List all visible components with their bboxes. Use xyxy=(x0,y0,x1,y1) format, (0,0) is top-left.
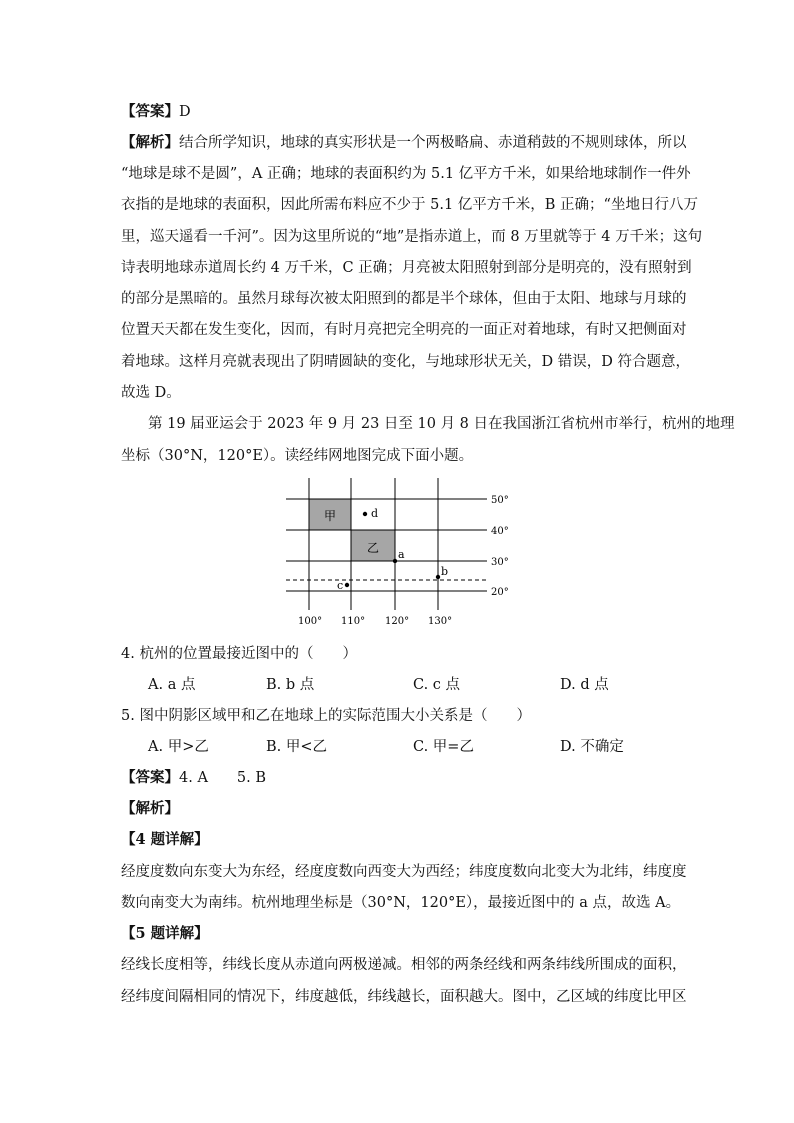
answer-tag: 【答案】 xyxy=(121,103,179,120)
q3-analysis-line-9: 故选 D。 xyxy=(121,385,181,401)
intro-line-2: 坐标（30°N，120°E）。读经纬网地图完成下面小题。 xyxy=(121,448,474,464)
analysis-heading: 【解析】 xyxy=(121,800,179,817)
detail5-tag: 【5 题详解】 xyxy=(121,925,209,942)
point-c xyxy=(345,583,349,587)
q4-stem: 4. 杭州的位置最接近图中的（ ） xyxy=(121,646,357,662)
q3-analysis-line-3: 衣指的是地球的表面积，因此所需布料应不少于 5.1 亿平方千米，B 正确；“坐地日行八万 xyxy=(121,197,698,213)
detail4-line-1: 经度度数向东变大为东经，经度度数向西变大为西经；纬度度数向北变大为北纬，纬度度 xyxy=(121,864,687,880)
point-label-d: d xyxy=(371,507,379,520)
graticule-map xyxy=(280,478,520,628)
point-label-b: b xyxy=(441,565,449,578)
answers-line xyxy=(121,768,681,788)
region-label-jia: 甲 xyxy=(324,509,337,523)
q4-option-d: D. d 点 xyxy=(560,677,609,693)
detail4-tag: 【4 题详解】 xyxy=(121,831,209,848)
detail5-line-2: 经纬度间隔相同的情况下，纬度越低，纬线越长，面积越大。图中，乙区域的纬度比甲区 xyxy=(121,989,687,1005)
lon-label-100: 100° xyxy=(298,616,323,627)
intro-line-1: 第 19 届亚运会于 2023 年 9 月 23 日至 10 月 8 日在我国浙江省杭州市举行，杭州的地理 xyxy=(148,416,735,432)
q3-analysis-line-8: 着地球。这样月亮就表现出了阴晴圆缺的变化，与地球形状无关，D 错误，D 符合题意， xyxy=(121,354,690,370)
lat-label-40: 40° xyxy=(491,526,509,537)
q4-option-c: C. c 点 xyxy=(413,677,461,693)
q5-stem: 5. 图中阴影区域甲和乙在地球上的实际范围大小关系是（ ） xyxy=(121,708,531,724)
q3-analysis-line-2: “地球是球不是圆”，A 正确；地球的表面积约为 5.1 亿平方千米，如果给地球制作一件外 xyxy=(121,166,691,182)
answer-value: D xyxy=(179,104,191,120)
lat-label-30: 30° xyxy=(491,557,509,568)
answers-tag: 【答案】 xyxy=(121,769,179,786)
lon-label-120: 120° xyxy=(385,616,410,627)
q5-option-d: D. 不确定 xyxy=(560,739,624,755)
lat-label-20: 20° xyxy=(491,587,509,598)
q3-answer-line xyxy=(121,102,681,122)
q5-option-c: C. 甲=乙 xyxy=(413,739,474,755)
point-label-c: c xyxy=(337,579,344,592)
lon-label-110: 110° xyxy=(341,616,366,627)
q3-analysis-line-4: 里，巡天遥看一千河”。因为这里所说的“地”是指赤道上，而 8 万里就等于 4 万千米；这句 xyxy=(121,229,703,245)
detail5-line-1: 经线长度相等，纬线长度从赤道向两极递减。相邻的两条经线和两条纬线所围成的面积， xyxy=(121,957,687,973)
detail4-line-2: 数向南变大为南纬。杭州地理坐标是（30°N，120°E），最接近图中的 a 点，故选 A。 xyxy=(121,895,681,911)
q5-option-b: B. 甲<乙 xyxy=(266,739,328,755)
analysis-text: 结合所学知识，地球的真实形状是一个两极略扁、赤道稍鼓的不规则球体，所以 xyxy=(179,135,687,151)
q4-option-b: B. b 点 xyxy=(266,677,315,693)
q4-option-a: A. a 点 xyxy=(148,677,196,693)
q3-analysis-line-6: 的部分是黑暗的。虽然月球每次被太阳照到的都是半个球体，但由于太阳、地球与月球的 xyxy=(121,291,687,307)
point-label-a: a xyxy=(398,548,405,561)
q5-option-a: A. 甲>乙 xyxy=(148,739,209,755)
point-b xyxy=(436,575,440,579)
region-label-yi: 乙 xyxy=(367,541,380,555)
q3-analysis-line-1 xyxy=(121,133,687,153)
answers-value: 4. A 5. B xyxy=(179,770,267,786)
q3-analysis-line-7: 位置天天都在发生变化，因而，有时月亮把完全明亮的一面正对着地球，有时又把侧面对 xyxy=(121,322,687,338)
lon-label-130: 130° xyxy=(428,616,453,627)
point-a xyxy=(393,559,397,563)
point-d xyxy=(363,512,367,516)
q3-analysis-line-5: 诗表明地球赤道周长约 4 万千米，C 正确；月亮被太阳照射到部分是明亮的，没有照射到 xyxy=(121,260,692,276)
lat-label-50: 50° xyxy=(491,495,509,506)
analysis-tag: 【解析】 xyxy=(121,134,179,151)
